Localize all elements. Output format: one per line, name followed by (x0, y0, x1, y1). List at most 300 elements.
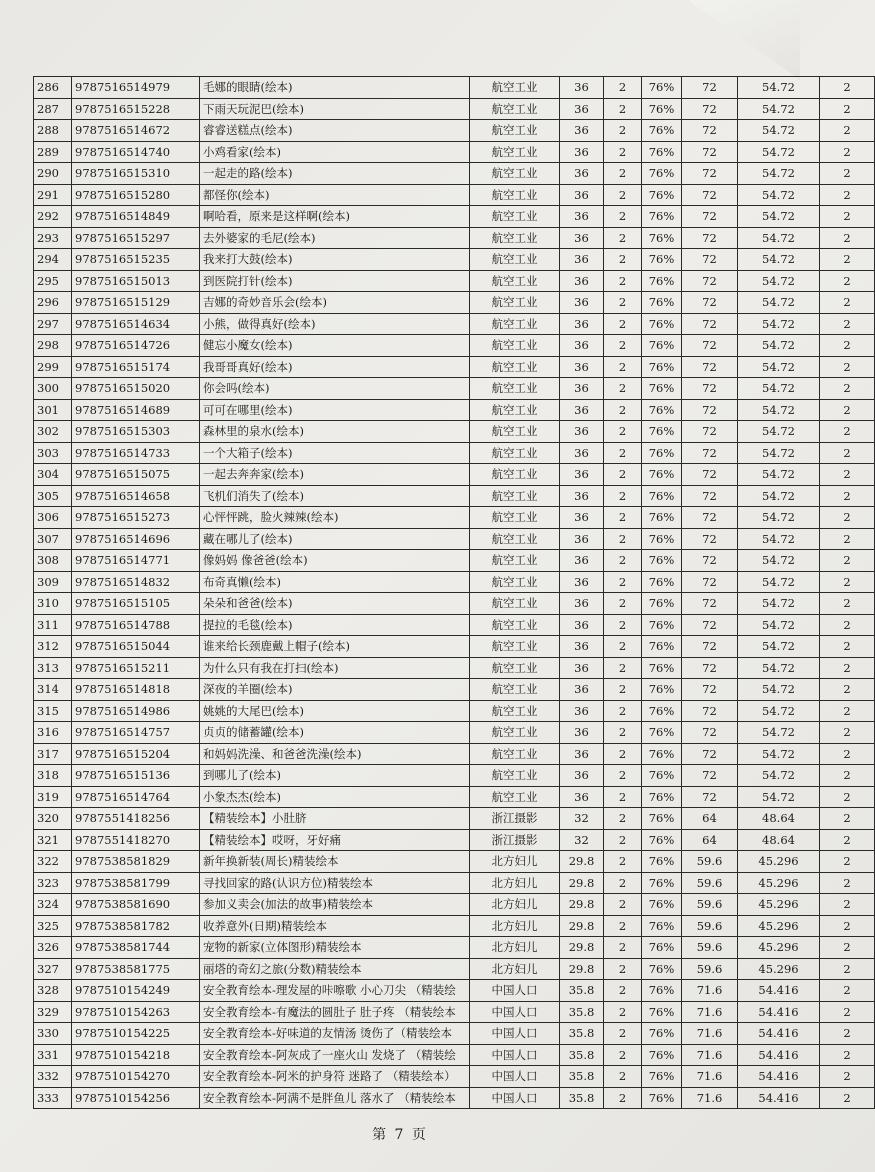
discount-cell: 76% (642, 851, 682, 873)
discount-cell: 76% (642, 356, 682, 378)
isbn-cell: 9787538581782 (72, 915, 200, 937)
net-amount-cell: 54.72 (738, 636, 820, 658)
price-cell: 36 (560, 485, 604, 507)
net-amount-cell: 54.72 (738, 77, 820, 99)
copies-cell: 2 (820, 141, 875, 163)
total-cell: 72 (682, 421, 738, 443)
net-amount-cell: 54.72 (738, 98, 820, 120)
isbn-cell: 9787516514788 (72, 614, 200, 636)
copies-cell: 2 (820, 700, 875, 722)
publisher-cell: 航空工业 (470, 571, 560, 593)
copies-cell: 2 (820, 270, 875, 292)
row-number: 297 (34, 313, 72, 335)
discount-cell: 76% (642, 227, 682, 249)
net-amount-cell: 54.72 (738, 141, 820, 163)
publisher-cell: 航空工业 (470, 550, 560, 572)
quantity-cell: 2 (604, 141, 642, 163)
table-row (34, 1087, 875, 1109)
row-number: 305 (34, 485, 72, 507)
copies-cell: 2 (820, 829, 875, 851)
quantity-cell: 2 (604, 1066, 642, 1088)
price-cell: 36 (560, 270, 604, 292)
price-cell: 35.8 (560, 1023, 604, 1045)
price-cell: 32 (560, 829, 604, 851)
isbn-cell: 9787510154249 (72, 980, 200, 1002)
price-cell: 36 (560, 765, 604, 787)
discount-cell: 76% (642, 507, 682, 529)
net-amount-cell: 45.296 (738, 851, 820, 873)
net-amount-cell: 54.72 (738, 421, 820, 443)
price-cell: 36 (560, 786, 604, 808)
net-amount-cell: 54.72 (738, 292, 820, 314)
row-number: 302 (34, 421, 72, 443)
price-cell: 36 (560, 184, 604, 206)
copies-cell: 2 (820, 593, 875, 615)
publisher-cell: 中国人口 (470, 980, 560, 1002)
isbn-cell: 9787551418270 (72, 829, 200, 851)
quantity-cell: 2 (604, 77, 642, 99)
quantity-cell: 2 (604, 894, 642, 916)
table-row (34, 915, 875, 937)
price-cell: 36 (560, 507, 604, 529)
net-amount-cell: 48.64 (738, 808, 820, 830)
table-row (34, 421, 875, 443)
discount-cell: 76% (642, 1023, 682, 1045)
total-cell: 59.6 (682, 872, 738, 894)
copies-cell: 2 (820, 1066, 875, 1088)
total-cell: 72 (682, 163, 738, 185)
net-amount-cell: 54.72 (738, 786, 820, 808)
publisher-cell: 北方妇儿 (470, 894, 560, 916)
copies-cell: 2 (820, 657, 875, 679)
discount-cell: 76% (642, 614, 682, 636)
title-cell: 姚姚的大尾巴(绘本) (200, 700, 470, 722)
title-cell: 健忘小魔女(绘本) (200, 335, 470, 357)
total-cell: 64 (682, 808, 738, 830)
publisher-cell: 航空工业 (470, 679, 560, 701)
price-cell: 36 (560, 528, 604, 550)
quantity-cell: 2 (604, 270, 642, 292)
title-cell: 小鸡看家(绘本) (200, 141, 470, 163)
isbn-cell: 9787516515280 (72, 184, 200, 206)
discount-cell: 76% (642, 77, 682, 99)
table-row (34, 829, 875, 851)
total-cell: 72 (682, 679, 738, 701)
row-number: 287 (34, 98, 72, 120)
title-cell: 谁来给长颈鹿戴上帽子(绘本) (200, 636, 470, 658)
book-list-sheet (33, 76, 875, 1109)
copies-cell: 2 (820, 77, 875, 99)
table-row (34, 356, 875, 378)
price-cell: 36 (560, 313, 604, 335)
total-cell: 72 (682, 292, 738, 314)
net-amount-cell: 45.296 (738, 894, 820, 916)
publisher-cell: 航空工业 (470, 184, 560, 206)
discount-cell: 76% (642, 206, 682, 228)
isbn-cell: 9787516515044 (72, 636, 200, 658)
quantity-cell: 2 (604, 657, 642, 679)
row-number: 332 (34, 1066, 72, 1088)
isbn-cell: 9787516514696 (72, 528, 200, 550)
total-cell: 72 (682, 464, 738, 486)
publisher-cell: 航空工业 (470, 743, 560, 765)
net-amount-cell: 45.296 (738, 937, 820, 959)
publisher-cell: 航空工业 (470, 657, 560, 679)
table-row (34, 206, 875, 228)
discount-cell: 76% (642, 442, 682, 464)
title-cell: 心怦怦跳，脸火辣辣(绘本) (200, 507, 470, 529)
price-cell: 35.8 (560, 1044, 604, 1066)
publisher-cell: 航空工业 (470, 98, 560, 120)
discount-cell: 76% (642, 915, 682, 937)
row-number: 286 (34, 77, 72, 99)
discount-cell: 76% (642, 571, 682, 593)
row-number: 328 (34, 980, 72, 1002)
net-amount-cell: 54.72 (738, 442, 820, 464)
table-row (34, 722, 875, 744)
publisher-cell: 航空工业 (470, 206, 560, 228)
discount-cell: 76% (642, 313, 682, 335)
quantity-cell: 2 (604, 679, 642, 701)
copies-cell: 2 (820, 765, 875, 787)
publisher-cell: 航空工业 (470, 786, 560, 808)
copies-cell: 2 (820, 399, 875, 421)
copies-cell: 2 (820, 485, 875, 507)
title-cell: 下雨天玩泥巴(绘本) (200, 98, 470, 120)
quantity-cell: 2 (604, 120, 642, 142)
quantity-cell: 2 (604, 937, 642, 959)
discount-cell: 76% (642, 399, 682, 421)
price-cell: 36 (560, 614, 604, 636)
total-cell: 72 (682, 206, 738, 228)
copies-cell: 2 (820, 120, 875, 142)
quantity-cell: 2 (604, 550, 642, 572)
title-cell: 丽塔的奇幻之旅(分数)精装绘本 (200, 958, 470, 980)
table-row (34, 184, 875, 206)
discount-cell: 76% (642, 829, 682, 851)
copies-cell: 2 (820, 636, 875, 658)
row-number: 317 (34, 743, 72, 765)
title-cell: 【精装绘本】小肚脐 (200, 808, 470, 830)
publisher-cell: 航空工业 (470, 77, 560, 99)
copies-cell: 2 (820, 722, 875, 744)
isbn-cell: 9787516514634 (72, 313, 200, 335)
discount-cell: 76% (642, 1001, 682, 1023)
price-cell: 36 (560, 442, 604, 464)
copies-cell: 2 (820, 980, 875, 1002)
title-cell: 吉娜的奇妙音乐会(绘本) (200, 292, 470, 314)
total-cell: 72 (682, 700, 738, 722)
row-number: 298 (34, 335, 72, 357)
total-cell: 71.6 (682, 1001, 738, 1023)
net-amount-cell: 45.296 (738, 958, 820, 980)
isbn-cell: 9787516514832 (72, 571, 200, 593)
table-row (34, 894, 875, 916)
price-cell: 36 (560, 141, 604, 163)
publisher-cell: 航空工业 (470, 421, 560, 443)
total-cell: 72 (682, 442, 738, 464)
copies-cell: 2 (820, 915, 875, 937)
copies-cell: 2 (820, 872, 875, 894)
quantity-cell: 2 (604, 528, 642, 550)
quantity-cell: 2 (604, 1044, 642, 1066)
quantity-cell: 2 (604, 184, 642, 206)
copies-cell: 2 (820, 528, 875, 550)
total-cell: 72 (682, 786, 738, 808)
total-cell: 72 (682, 485, 738, 507)
net-amount-cell: 54.72 (738, 743, 820, 765)
isbn-cell: 9787516515273 (72, 507, 200, 529)
table-row (34, 593, 875, 615)
publisher-cell: 航空工业 (470, 700, 560, 722)
row-number: 323 (34, 872, 72, 894)
price-cell: 36 (560, 550, 604, 572)
table-row (34, 743, 875, 765)
isbn-cell: 9787510154218 (72, 1044, 200, 1066)
net-amount-cell: 54.72 (738, 507, 820, 529)
table-row (34, 270, 875, 292)
quantity-cell: 2 (604, 743, 642, 765)
quantity-cell: 2 (604, 765, 642, 787)
price-cell: 36 (560, 206, 604, 228)
discount-cell: 76% (642, 421, 682, 443)
table-row (34, 937, 875, 959)
isbn-cell: 9787516515020 (72, 378, 200, 400)
table-row (34, 120, 875, 142)
row-number: 322 (34, 851, 72, 873)
quantity-cell: 2 (604, 464, 642, 486)
total-cell: 71.6 (682, 1087, 738, 1109)
total-cell: 72 (682, 722, 738, 744)
discount-cell: 76% (642, 894, 682, 916)
net-amount-cell: 54.416 (738, 1087, 820, 1109)
copies-cell: 2 (820, 184, 875, 206)
title-cell: 安全教育绘本-阿灰成了一座火山 发烧了 （精装绘 (200, 1044, 470, 1066)
table-row (34, 1023, 875, 1045)
discount-cell: 76% (642, 808, 682, 830)
net-amount-cell: 54.72 (738, 356, 820, 378)
isbn-cell: 9787510154225 (72, 1023, 200, 1045)
isbn-cell: 9787516514658 (72, 485, 200, 507)
price-cell: 36 (560, 335, 604, 357)
table-row (34, 485, 875, 507)
title-cell: 参加义卖会(加法的故事)精装绘本 (200, 894, 470, 916)
copies-cell: 2 (820, 743, 875, 765)
copies-cell: 2 (820, 851, 875, 873)
quantity-cell: 2 (604, 829, 642, 851)
table-row (34, 292, 875, 314)
row-number: 288 (34, 120, 72, 142)
isbn-cell: 9787516515310 (72, 163, 200, 185)
title-cell: 安全教育绘本-阿米的护身符 迷路了 （精装绘本） (200, 1066, 470, 1088)
quantity-cell: 2 (604, 206, 642, 228)
table-row (34, 1001, 875, 1023)
publisher-cell: 航空工业 (470, 722, 560, 744)
copies-cell: 2 (820, 335, 875, 357)
total-cell: 72 (682, 120, 738, 142)
price-cell: 36 (560, 571, 604, 593)
discount-cell: 76% (642, 980, 682, 1002)
isbn-cell: 9787516514757 (72, 722, 200, 744)
row-number: 291 (34, 184, 72, 206)
copies-cell: 2 (820, 614, 875, 636)
isbn-cell: 9787516514818 (72, 679, 200, 701)
total-cell: 72 (682, 313, 738, 335)
title-cell: 毛娜的眼睛(绘本) (200, 77, 470, 99)
copies-cell: 2 (820, 249, 875, 271)
discount-cell: 76% (642, 163, 682, 185)
price-cell: 36 (560, 722, 604, 744)
row-number: 307 (34, 528, 72, 550)
table-row (34, 808, 875, 830)
price-cell: 32 (560, 808, 604, 830)
isbn-cell: 9787516515075 (72, 464, 200, 486)
title-cell: 安全教育绘本-理发屋的咔嚓歌 小心刀尖 （精装绘 (200, 980, 470, 1002)
table-row (34, 550, 875, 572)
discount-cell: 76% (642, 657, 682, 679)
publisher-cell: 航空工业 (470, 442, 560, 464)
publisher-cell: 浙江摄影 (470, 808, 560, 830)
row-number: 320 (34, 808, 72, 830)
discount-cell: 76% (642, 722, 682, 744)
table-row (34, 657, 875, 679)
quantity-cell: 2 (604, 571, 642, 593)
title-cell: 我来打大鼓(绘本) (200, 249, 470, 271)
title-cell: 小熊，做得真好(绘本) (200, 313, 470, 335)
discount-cell: 76% (642, 593, 682, 615)
net-amount-cell: 54.72 (738, 722, 820, 744)
total-cell: 59.6 (682, 915, 738, 937)
table-row (34, 958, 875, 980)
price-cell: 36 (560, 421, 604, 443)
title-cell: 为什么只有我在打扫(绘本) (200, 657, 470, 679)
publisher-cell: 中国人口 (470, 1066, 560, 1088)
price-cell: 36 (560, 464, 604, 486)
row-number: 303 (34, 442, 72, 464)
price-cell: 36 (560, 77, 604, 99)
quantity-cell: 2 (604, 851, 642, 873)
price-cell: 36 (560, 249, 604, 271)
copies-cell: 2 (820, 464, 875, 486)
table-row (34, 1044, 875, 1066)
title-cell: 一起走的路(绘本) (200, 163, 470, 185)
table-row (34, 77, 875, 99)
quantity-cell: 2 (604, 442, 642, 464)
price-cell: 35.8 (560, 1066, 604, 1088)
row-number: 331 (34, 1044, 72, 1066)
quantity-cell: 2 (604, 1087, 642, 1109)
table-row (34, 851, 875, 873)
discount-cell: 76% (642, 335, 682, 357)
row-number: 294 (34, 249, 72, 271)
price-cell: 36 (560, 399, 604, 421)
publisher-cell: 航空工业 (470, 120, 560, 142)
quantity-cell: 2 (604, 98, 642, 120)
total-cell: 72 (682, 657, 738, 679)
net-amount-cell: 54.72 (738, 184, 820, 206)
discount-cell: 76% (642, 958, 682, 980)
copies-cell: 2 (820, 98, 875, 120)
isbn-cell: 9787510154256 (72, 1087, 200, 1109)
publisher-cell: 航空工业 (470, 593, 560, 615)
row-number: 301 (34, 399, 72, 421)
net-amount-cell: 54.72 (738, 227, 820, 249)
copies-cell: 2 (820, 507, 875, 529)
net-amount-cell: 54.72 (738, 550, 820, 572)
discount-cell: 76% (642, 184, 682, 206)
total-cell: 72 (682, 335, 738, 357)
isbn-cell: 9787516514726 (72, 335, 200, 357)
price-cell: 36 (560, 120, 604, 142)
isbn-cell: 9787510154270 (72, 1066, 200, 1088)
net-amount-cell: 48.64 (738, 829, 820, 851)
publisher-cell: 北方妇儿 (470, 937, 560, 959)
price-cell: 36 (560, 657, 604, 679)
net-amount-cell: 54.72 (738, 700, 820, 722)
publisher-cell: 北方妇儿 (470, 958, 560, 980)
total-cell: 59.6 (682, 937, 738, 959)
quantity-cell: 2 (604, 700, 642, 722)
price-cell: 36 (560, 292, 604, 314)
title-cell: 宠物的新家(立体图形)精装绘本 (200, 937, 470, 959)
total-cell: 72 (682, 184, 738, 206)
row-number: 290 (34, 163, 72, 185)
row-number: 325 (34, 915, 72, 937)
isbn-cell: 9787510154263 (72, 1001, 200, 1023)
row-number: 289 (34, 141, 72, 163)
publisher-cell: 航空工业 (470, 636, 560, 658)
discount-cell: 76% (642, 765, 682, 787)
isbn-cell: 9787516515228 (72, 98, 200, 120)
publisher-cell: 中国人口 (470, 1044, 560, 1066)
isbn-cell: 9787516515303 (72, 421, 200, 443)
table-row (34, 464, 875, 486)
quantity-cell: 2 (604, 421, 642, 443)
copies-cell: 2 (820, 679, 875, 701)
copies-cell: 2 (820, 1044, 875, 1066)
title-cell: 森林里的泉水(绘本) (200, 421, 470, 443)
table-row (34, 442, 875, 464)
net-amount-cell: 54.72 (738, 163, 820, 185)
isbn-cell: 9787516515211 (72, 657, 200, 679)
title-cell: 到医院打针(绘本) (200, 270, 470, 292)
title-cell: 一起去奔奔家(绘本) (200, 464, 470, 486)
row-number: 306 (34, 507, 72, 529)
title-cell: 飞机们消失了(绘本) (200, 485, 470, 507)
row-number: 327 (34, 958, 72, 980)
discount-cell: 76% (642, 636, 682, 658)
isbn-cell: 9787516515129 (72, 292, 200, 314)
net-amount-cell: 54.416 (738, 1001, 820, 1023)
net-amount-cell: 54.72 (738, 335, 820, 357)
publisher-cell: 航空工业 (470, 141, 560, 163)
price-cell: 35.8 (560, 1087, 604, 1109)
discount-cell: 76% (642, 1066, 682, 1088)
copies-cell: 2 (820, 786, 875, 808)
net-amount-cell: 54.72 (738, 249, 820, 271)
publisher-cell: 浙江摄影 (470, 829, 560, 851)
publisher-cell: 航空工业 (470, 227, 560, 249)
table-row (34, 399, 875, 421)
table-row (34, 528, 875, 550)
quantity-cell: 2 (604, 1001, 642, 1023)
copies-cell: 2 (820, 442, 875, 464)
price-cell: 36 (560, 636, 604, 658)
page-number: 第 7 页 (372, 1127, 428, 1143)
row-number: 318 (34, 765, 72, 787)
row-number: 314 (34, 679, 72, 701)
quantity-cell: 2 (604, 249, 642, 271)
